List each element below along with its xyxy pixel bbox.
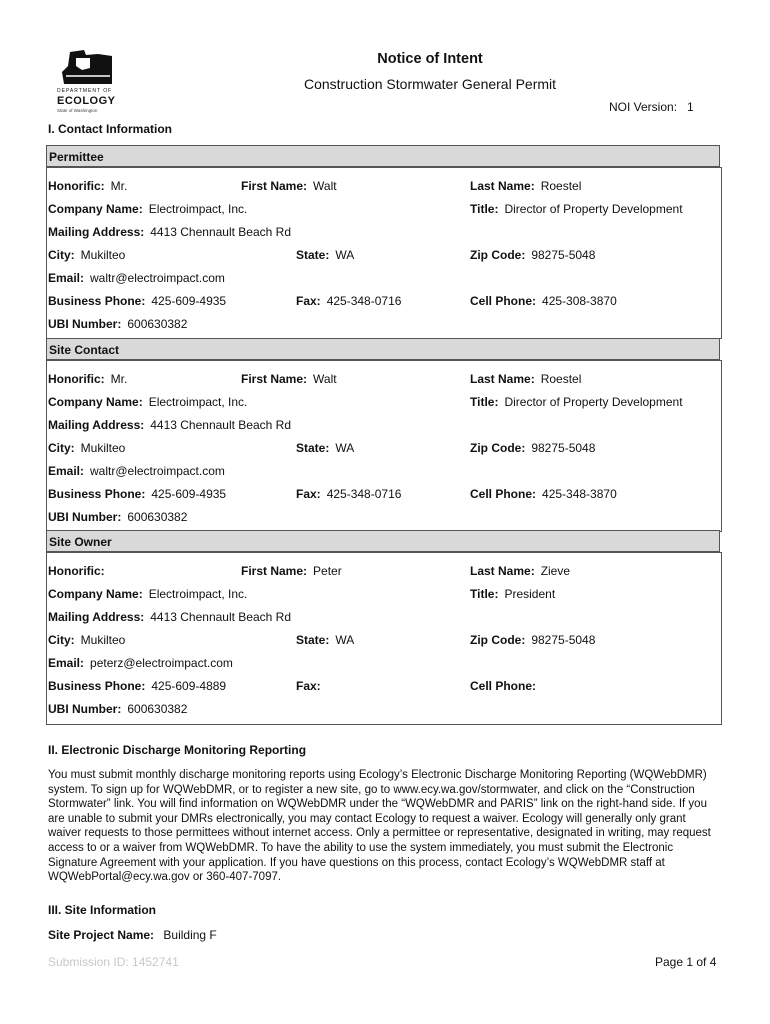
noi-version [609, 100, 694, 114]
page-number: Page 1 of 4 [655, 955, 717, 969]
field-label: Business Phone: [48, 487, 146, 501]
field-state [296, 441, 354, 455]
field-cell [470, 679, 542, 693]
section-dmr-title: II. Electronic Discharge Monitoring Reporting [48, 743, 307, 757]
field-first-name [241, 564, 342, 578]
field-label: First Name: [241, 564, 308, 578]
field-ubi [48, 510, 187, 524]
logo-line3: State of Washington [57, 108, 98, 113]
field-fax [296, 487, 401, 501]
field-label: Cell Phone: [470, 294, 537, 308]
field-label: Honorific: [48, 179, 105, 193]
field-label: State: [296, 441, 330, 455]
field-label: Last Name: [470, 564, 535, 578]
field-label: Mailing Address: [48, 610, 145, 624]
field-label: City: [48, 248, 75, 262]
logo-line1: DEPARTMENT OF [57, 88, 113, 94]
section-contact-title: I. Contact Information [48, 122, 172, 136]
field-value: Mukilteo [80, 248, 126, 262]
field-label: Cell Phone: [470, 487, 537, 501]
page-subtitle: Construction Stormwater General Permit [303, 76, 557, 92]
contact-section-header: Site Contact [46, 338, 720, 360]
field-label: UBI Number: [48, 702, 122, 716]
field-cell [470, 487, 617, 501]
field-label: Last Name: [470, 372, 535, 386]
field-label: Fax: [296, 487, 321, 501]
field-city [48, 248, 125, 262]
field-label: State: [296, 248, 330, 262]
section-site-title: III. Site Information [48, 903, 157, 917]
field-cell [470, 294, 617, 308]
field-value: 98275-5048 [531, 633, 596, 647]
field-value: President [504, 587, 556, 601]
field-company [48, 395, 247, 409]
field-value: Zieve [540, 564, 571, 578]
field-value: Mr. [110, 372, 128, 386]
field-value: waltr@electroimpact.com [90, 271, 225, 285]
field-label: First Name: [241, 179, 308, 193]
field-first-name [241, 372, 337, 386]
site-project-label: Site Project Name: [48, 928, 155, 942]
field-label: Title: [470, 202, 499, 216]
contact-section-box [46, 552, 722, 725]
field-value: Director of Property Development [504, 202, 683, 216]
field-value: 600630382 [127, 702, 188, 716]
contact-section-box [46, 167, 722, 339]
field-zip [470, 248, 595, 262]
contact-section-header: Site Owner [46, 530, 720, 552]
field-address [48, 225, 291, 239]
field-title [470, 202, 683, 216]
field-address [48, 610, 291, 624]
field-value: 425-609-4935 [151, 487, 227, 501]
field-label: Mailing Address: [48, 225, 145, 239]
field-label: Business Phone: [48, 679, 146, 693]
field-value: 425-348-3870 [542, 487, 617, 501]
field-state [296, 248, 354, 262]
field-value: 425-348-0716 [326, 487, 402, 501]
field-value: Electroimpact, Inc. [148, 587, 248, 601]
field-business-phone [48, 487, 226, 501]
field-last-name [470, 564, 570, 578]
field-value: 425-609-4935 [151, 294, 227, 308]
site-project-value: Building F [163, 928, 217, 942]
field-honorific [48, 179, 127, 193]
field-label: Cell Phone: [470, 679, 537, 693]
field-email [48, 464, 225, 478]
field-value: 4413 Chennault Beach Rd [150, 418, 292, 432]
field-company [48, 202, 247, 216]
field-zip [470, 441, 595, 455]
field-value: Mukilteo [80, 441, 126, 455]
field-label: Fax: [296, 294, 321, 308]
field-value: 98275-5048 [531, 248, 596, 262]
field-label: Email: [48, 271, 85, 285]
field-value: WA [335, 633, 355, 647]
field-business-phone [48, 679, 226, 693]
field-value: 4413 Chennault Beach Rd [150, 225, 292, 239]
field-label: Company Name: [48, 587, 143, 601]
field-city [48, 441, 125, 455]
field-value: 425-348-0716 [326, 294, 402, 308]
field-value: Director of Property Development [504, 395, 683, 409]
field-email [48, 271, 225, 285]
field-label: Zip Code: [470, 248, 526, 262]
field-label: First Name: [241, 372, 308, 386]
contact-section-header: Permittee [46, 145, 720, 167]
field-value: Roestel [540, 179, 582, 193]
field-address [48, 418, 291, 432]
field-honorific [48, 564, 111, 578]
field-value: 98275-5048 [531, 441, 596, 455]
field-ubi [48, 317, 187, 331]
submission-id: Submission ID: 1452741 [48, 955, 179, 969]
field-last-name [470, 372, 581, 386]
noi-version-value: 1 [687, 100, 694, 114]
dmr-paragraph: You must submit monthly discharge monitoring reports using Ecology’s Electronic Discharge Monitoring Reporting (WQWebDMR) system. To sign up for WQWebDMR, or to register a new site, go to www.ecy.wa.gov/stormwater, and click on the “Construction Stormwater” link. You will find information on WQWebDMR under the “WQWebDMR and PARIS” link on the right-hand side. If you are unable to submit your DMRs electronically, you may contact Ecology to request a waiver. Ecology will generally only grant waiver requests to those permittees without internet access. Only a permittee or representative, designated in writing, may request access to or a waiver from WQWebDMR. To have the ability to use the system immediately, you must submit the Electronic Signature Agreement with your application. If you have questions on this process, contact Ecology’s WQWebDMR staff at WQWebPortal@ecy.wa.gov or 360-407-7097. [48, 769, 711, 884]
field-label: City: [48, 441, 75, 455]
field-label: UBI Number: [48, 317, 122, 331]
field-first-name [241, 179, 337, 193]
field-honorific [48, 372, 127, 386]
field-value: Walt [313, 179, 337, 193]
field-label: Honorific: [48, 372, 105, 386]
field-value: Roestel [540, 372, 582, 386]
field-business-phone [48, 294, 226, 308]
field-label: Company Name: [48, 202, 143, 216]
field-title [470, 395, 683, 409]
field-last-name [470, 179, 581, 193]
field-fax [296, 294, 401, 308]
field-value: 600630382 [127, 317, 188, 331]
field-email [48, 656, 233, 670]
field-label: Zip Code: [470, 633, 526, 647]
field-label: Email: [48, 656, 85, 670]
field-label: Mailing Address: [48, 418, 145, 432]
field-value: 425-308-3870 [542, 294, 617, 308]
field-label: Zip Code: [470, 441, 526, 455]
field-label: Title: [470, 587, 499, 601]
field-value: Peter [313, 564, 342, 578]
field-value: WA [335, 441, 355, 455]
contact-section-box [46, 360, 722, 532]
field-title [470, 587, 555, 601]
field-value: WA [335, 248, 355, 262]
field-ubi [48, 702, 187, 716]
field-value: Electroimpact, Inc. [148, 202, 248, 216]
field-label: Business Phone: [48, 294, 146, 308]
field-label: State: [296, 633, 330, 647]
page-title: Notice of Intent [377, 51, 483, 67]
field-value: 600630382 [127, 510, 188, 524]
field-value: peterz@electroimpact.com [90, 656, 233, 670]
noi-version-label: NOI Version: [609, 100, 678, 114]
logo-line2: ECOLOGY [57, 95, 116, 107]
field-label: Honorific: [48, 564, 105, 578]
field-value: 425-609-4889 [151, 679, 227, 693]
field-value: Electroimpact, Inc. [148, 395, 248, 409]
field-zip [470, 633, 595, 647]
field-label: Title: [470, 395, 499, 409]
field-value: 4413 Chennault Beach Rd [150, 610, 292, 624]
field-value: waltr@electroimpact.com [90, 464, 225, 478]
field-label: Email: [48, 464, 85, 478]
field-label: Last Name: [470, 179, 535, 193]
field-city [48, 633, 125, 647]
field-value: Mr. [110, 179, 128, 193]
field-fax [296, 679, 327, 693]
field-state [296, 633, 354, 647]
field-value: Mukilteo [80, 633, 126, 647]
field-label: UBI Number: [48, 510, 122, 524]
field-label: City: [48, 633, 75, 647]
field-value: Walt [313, 372, 337, 386]
field-company [48, 587, 247, 601]
field-label: Fax: [296, 679, 321, 693]
field-label: Company Name: [48, 395, 143, 409]
site-project-name [48, 928, 217, 942]
